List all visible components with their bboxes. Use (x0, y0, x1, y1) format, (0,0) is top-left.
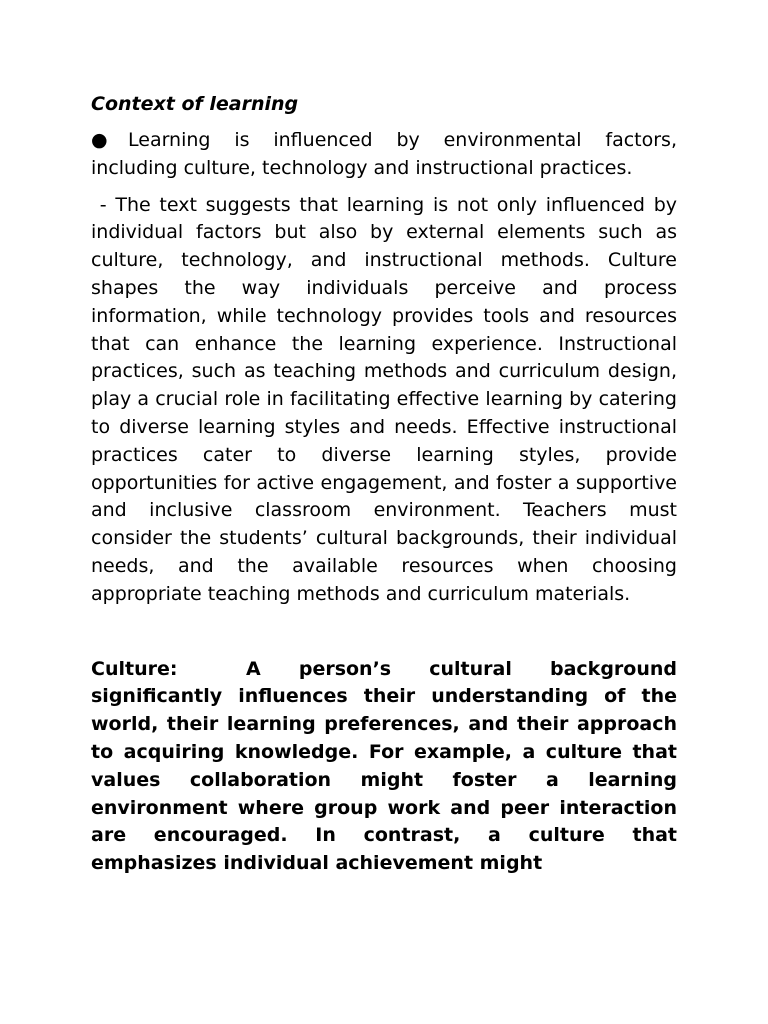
culture-label: Culture: (91, 657, 178, 680)
explanation-text: The text suggests that learning is not only influenced by individual factors but also by external elements such as culture, technology, and instructional methods. Culture shapes the way individuals perceive and process information, while technology provides tools and resources that can enhance the learning experience. Instructional practices, such as teaching methods and curriculum design, play a crucial role in facilitating effective learning by catering to diverse learning styles and needs. Effective instructional practices cater to diverse learning styles, provide opportunities for active engagement, and foster a supportive and inclusive classroom environment. Teachers must consider the students’ cultural backgrounds, their individual needs, and the available resources when choosing appropriate teaching methods and curriculum materials. (91, 193, 677, 605)
explanation-paragraph (91, 192, 677, 609)
page-title: Context of learning (91, 93, 299, 115)
explanation-lead: - (91, 193, 116, 216)
culture-paragraph (91, 656, 677, 878)
document-page (91, 90, 677, 878)
bullet-paragraph (91, 127, 677, 183)
bullet-text: Learning is influenced by environmental factors, including culture, technology and instructional practices. (91, 129, 677, 179)
bullet-icon: ● (91, 129, 108, 151)
culture-text: A person’s cultural background significantly influences their understanding of the world, their learning preferences, and their approach to acquiring knowledge. For example, a culture that values collaboration might foster a learning environment where group work and peer interaction are encouraged. In contrast, a culture that emphasizes individual achievement might (91, 657, 677, 875)
